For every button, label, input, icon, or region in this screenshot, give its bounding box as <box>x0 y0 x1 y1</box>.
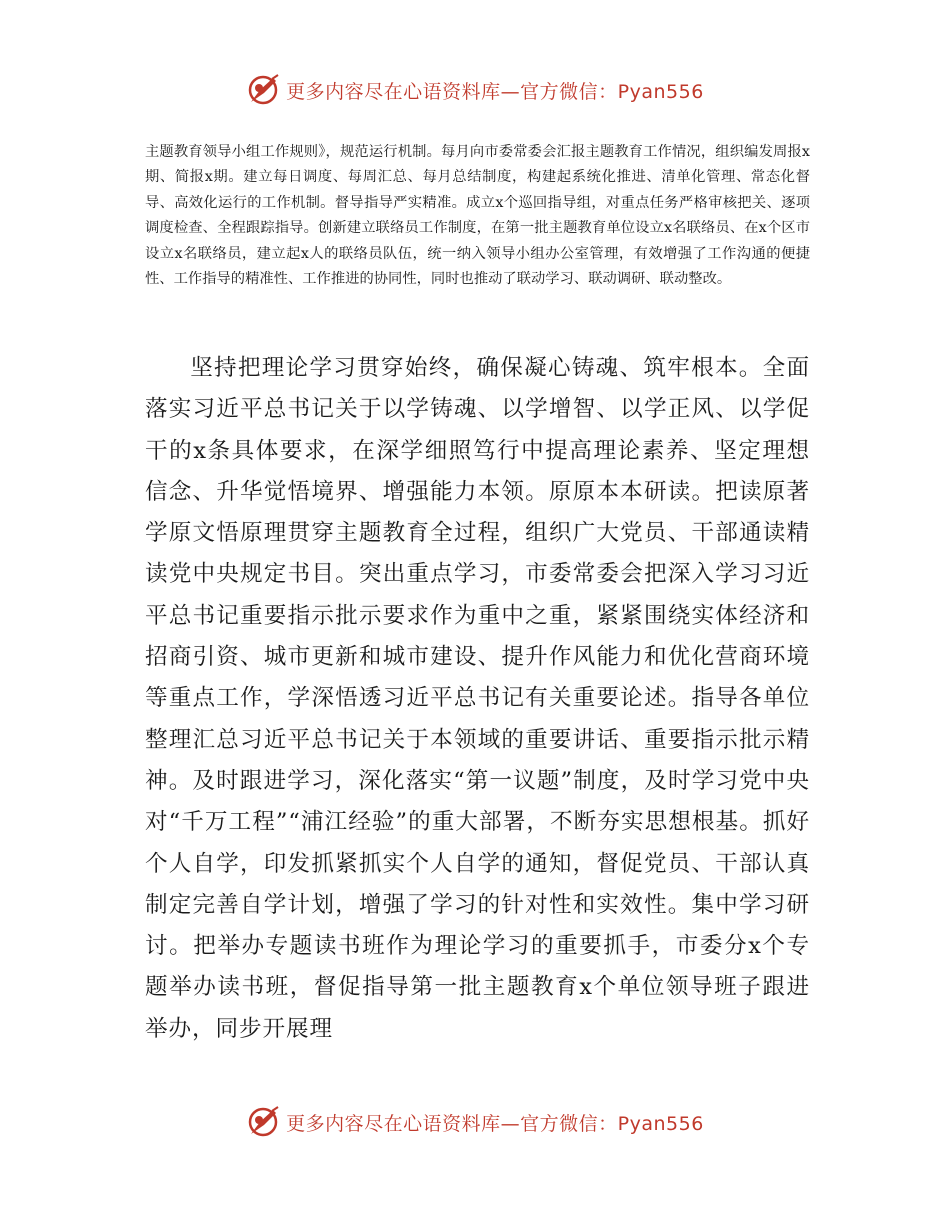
footer-banner-text: 更多内容尽在心语资料库—官方微信：Pyan556 <box>286 1112 704 1135</box>
footer-banner <box>0 1102 950 1142</box>
header-banner <box>0 70 950 110</box>
main-paragraph: 坚持把理论学习贯穿始终，确保凝心铸魂、筑牢根本。全面落实习近平总书记关于以学铸魂、以学增智、以学正风、以学促干的x条具体要求，在深学细照笃行中提高理论素养、坚定理想信念、升华觉悟境界、增强能力本领。原原本本研读。把读原著学原文悟原理贯穿主题教育全过程，组织广大党员、干部通读精读党中央规定书目。突出重点学习，市委常委会把深入学习习近平总书记重要指示批示要求作为重中之重，紧紧围绕实体经济和招商引资、城市更新和城市建设、提升作风能力和优化营商环境等重点工作，学深悟透习近平总书记有关重要论述。指导各单位整理汇总习近平总书记关于本领域的重要讲话、重要指示批示精神。及时跟进学习，深化落实“第一议题”制度，及时学习党中央对“千万工程”“浦江经验”的重大部署，不断夯实思想根基。抓好个人自学，印发抓紧抓实个人自学的通知，督促党员、干部认真制定完善自学计划，增强了学习的针对性和实效性。集中学习研讨。把举办专题读书班作为理论学习的重要抓手，市委分x个专题举办读书班，督促指导第一批主题教育x个单位领导班子跟进举办，同步开展理 <box>145 355 810 1042</box>
quill-pen-logo-icon <box>246 1105 280 1139</box>
small-paragraph: 主题教育领导小组工作规则》，规范运行机制。每月向市委常委会汇报主题教育工作情况，组织编发周报x期、简报x期。建立每日调度、每周汇总、每月总结制度，构建起系统化推进、清单化管理、常态化督导、高效化运行的工作机制。督导指导严实精准。成立x个巡回指导组，对重点任务严格审核把关、逐项调度检查、全程跟踪指导。创新建立联络员工作制度，在第一批主题教育单位设立x名联络员、在x个区市设立x名联络员，建立起x人的联络员队伍，统一纳入领导小组办公室管理，有效增强了工作沟通的便捷性、工作指导的精准性、工作推进的协同性，同时也推动了联动学习、联动调研、联动整改。 <box>145 144 810 288</box>
header-banner-text: 更多内容尽在心语资料库—官方微信：Pyan556 <box>286 80 704 103</box>
quill-pen-logo-icon <box>246 73 280 107</box>
